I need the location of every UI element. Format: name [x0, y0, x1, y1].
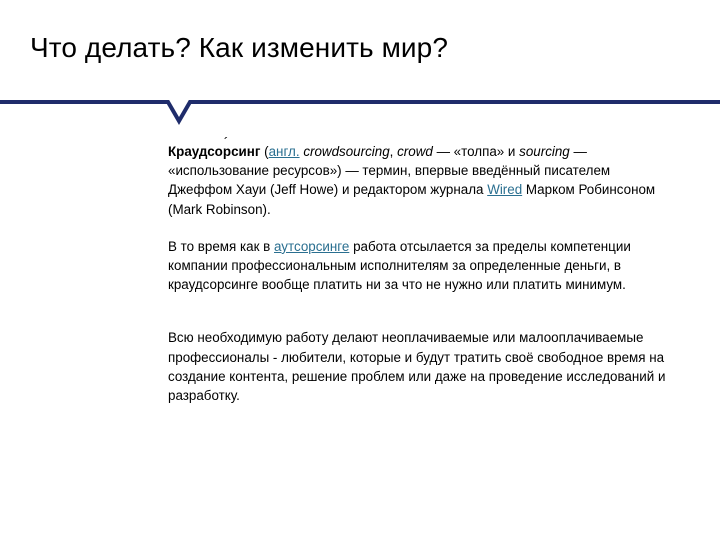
english-link[interactable]: англ.: [268, 144, 300, 159]
outsourcing-paragraph: [168, 237, 668, 295]
callout-divider: [0, 86, 720, 126]
term-stressed-letter: р ´: [223, 142, 231, 161]
outsourcing-text-start: В то время как в: [168, 238, 275, 254]
crowdsourcing-italic: crowdsourcing: [303, 144, 390, 159]
definition-text-end: Марком Робинсоном (Mark Robinson).: [168, 182, 656, 217]
outsourcing-link[interactable]: аутсорсинге: [274, 238, 350, 254]
callout-pointer-line: [0, 102, 720, 121]
comma: ,: [389, 144, 398, 159]
crowdsourcing-term: [168, 144, 260, 159]
open-paren: (: [260, 144, 269, 159]
crowd-translation: — «толпа» и: [432, 144, 520, 159]
volunteers-paragraph: Всю необходимую работу делают неоплачиваемые или малооплачиваемые профессионалы - любители, которые и будут тратить своё свободное время на создание контента, решение проблем или даже на проведение исследований и разработку.: [168, 330, 666, 404]
definition-content: [168, 142, 668, 405]
definition-paragraph: [168, 142, 668, 219]
wired-link[interactable]: Wired: [487, 182, 523, 198]
crowd-italic: crowd: [397, 144, 433, 159]
sourcing-italic: sourcing: [519, 144, 570, 159]
term-end: синг: [231, 144, 261, 159]
term-start: Краудсо: [168, 144, 223, 159]
definition-text: — «использование ресурсов») — термин, впервые введённый писателем Джеффом Хауи (Jeff Howe) и редактором журнала: [168, 144, 611, 198]
slide-title: Что делать? Как изменить мир?: [30, 32, 449, 63]
outsourcing-text-end: работа отсылается за пределы компетенции компании профессиональным исполнителям за определенные деньги, в краудсорсинге вообще платить ни за что не нужно или платить минимум.: [168, 238, 631, 293]
